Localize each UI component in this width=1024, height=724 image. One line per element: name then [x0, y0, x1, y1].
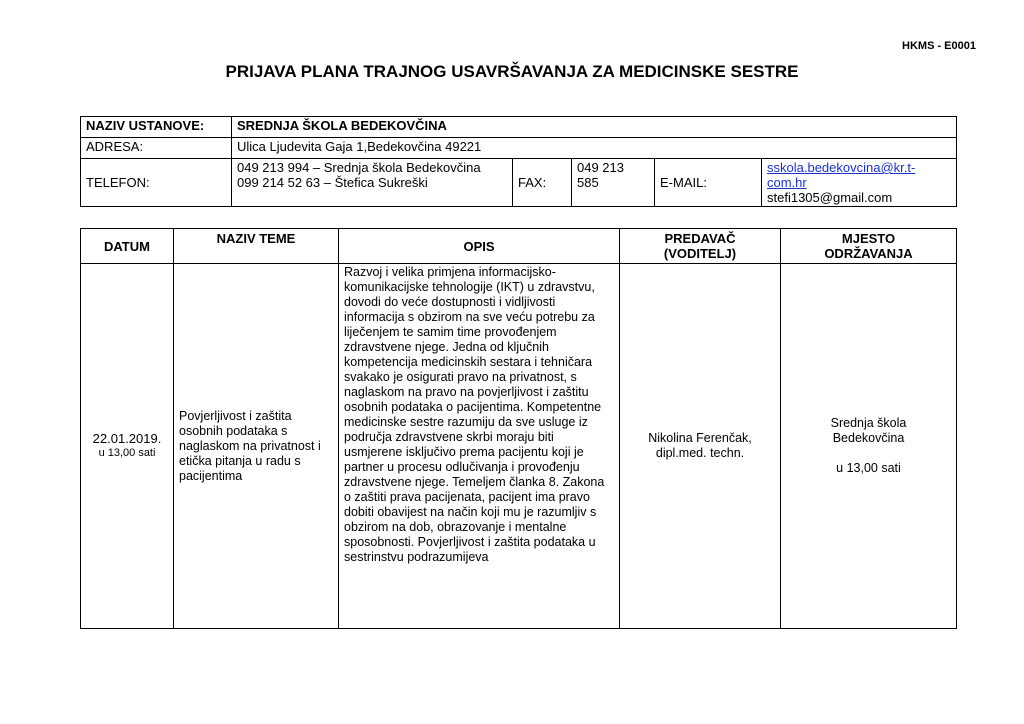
row-lecturer-line-2: dipl.med. techn. — [655, 446, 745, 460]
fax-line-1: 049 213 — [577, 160, 624, 175]
email-line-2: stefi1305@gmail.com — [767, 190, 893, 205]
phone-value — [232, 159, 513, 207]
header-location-line-1: MJESTO — [841, 231, 896, 246]
row-description: Razvoj i velika primjena informacijsko-komunikacijske tehnologije (IKT) u zdravstvu, dovodi do veće dostupnosti i vidljivosti informacija s obzirom na sve veću potrebu za liječenjem te samim time provođenjem zdravstvene njege. Jedna od ključnih kompetencija medicinskih sestara i tehničara svakako je osigurati pravo na privatnost, s naglaskom na pravo na povjerljivost i zaštitu osobnih podataka o pacijentima. Kompetentne medicinske sestre razumiju da sve usluge iz područja zdravstvene skrbi moraju biti usmjerene isključivo prema pacijentu koji je partner u procesu odlučivanja i provođenju zdravstvene njege. Temeljem članka 8. Zakona o zaštiti prava pacijenata, pacijent ima pravo dobiti obavijest na način koji mu je razumljiv s obzirom na dob, obrazovanje i mentalne sposobnosti. Povjerljivost i zaštita podataka u sestrinstvu podrazumijeva — [339, 264, 620, 629]
fax-value — [572, 159, 655, 207]
header-lecturer — [620, 229, 781, 264]
address-value: Ulica Ljudevita Gaja 1,Bedekovčina 49221 — [232, 138, 957, 159]
institution-name: SREDNJA ŠKOLA BEDEKOVČINA — [232, 117, 957, 138]
header-topic: NAZIV TEME — [174, 229, 339, 264]
table-row — [81, 264, 957, 629]
row-location-line-1: Srednja škola — [830, 416, 907, 430]
document-code: HKMS - E0001 — [902, 40, 976, 52]
row-date-time: u 13,00 sati — [98, 447, 156, 459]
address-label: ADRESA: — [81, 138, 232, 159]
training-plan-table — [80, 228, 957, 629]
row-date-value: 22.01.2019. — [92, 431, 162, 446]
row-lecturer — [620, 264, 781, 629]
institution-table — [80, 116, 957, 207]
phone-label: TELEFON: — [81, 159, 232, 207]
row-location-time: u 13,00 sati — [836, 461, 901, 475]
phone-line-2: 099 214 52 63 – Štefica Sukreški — [237, 175, 428, 190]
row-location — [781, 264, 957, 629]
header-location-line-2: ODRŽAVANJA — [824, 246, 913, 261]
header-location — [781, 229, 957, 264]
header-date: DATUM — [81, 229, 174, 264]
header-description: OPIS — [339, 229, 620, 264]
institution-name-label: NAZIV USTANOVE: — [81, 117, 232, 138]
row-lecturer-line-1: Nikolina Ferenčak, — [648, 431, 752, 445]
email-link-1[interactable]: sskola.bedekovcina@kr.t-com.hr — [767, 160, 916, 190]
row-location-line-2: Bedekovčina — [832, 431, 905, 445]
email-value — [762, 159, 957, 207]
fax-label: FAX: — [513, 159, 572, 207]
email-label: E-MAIL: — [655, 159, 762, 207]
page-title: PRIJAVA PLANA TRAJNOG USAVRŠAVANJA ZA MEDICINSKE SESTRE — [225, 62, 799, 81]
row-topic: Povjerljivost i zaštita osobnih podataka s naglaskom na privatnost i etička pitanja u radu s pacijentima — [174, 264, 339, 629]
phone-line-1: 049 213 994 – Srednja škola Bedekovčina — [237, 160, 481, 175]
fax-line-2: 585 — [577, 175, 599, 190]
header-lecturer-line-1: PREDAVAČ — [664, 231, 736, 246]
header-lecturer-line-2: (VODITELJ) — [663, 246, 737, 261]
row-date — [81, 264, 174, 629]
